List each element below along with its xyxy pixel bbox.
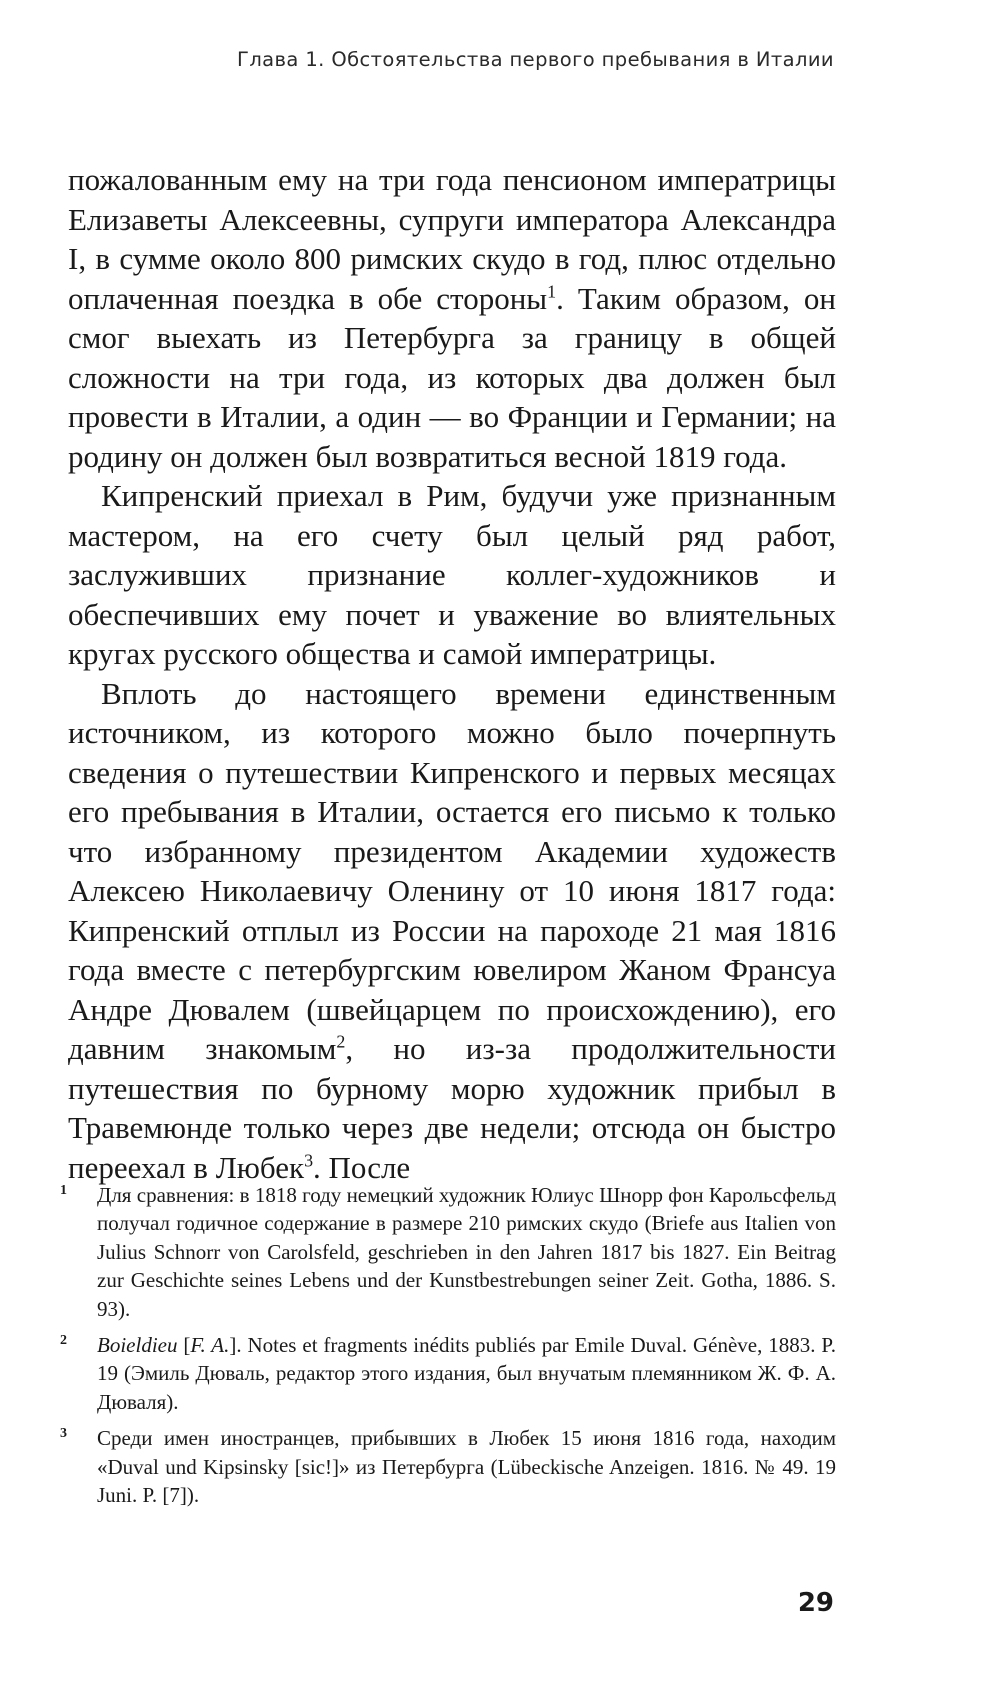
- paragraph-1-part-b: . Таким образом, он смог выехать из Петербурга за границу в общей сложности на три года, из которых два должен был провести в Италии, а один — во Франции и Германии; на родину он должен был возвратиться весной 1819 года.: [68, 280, 836, 474]
- footnote-2-author: Boieldieu: [97, 1333, 178, 1358]
- footnote-2-bracket: [: [177, 1333, 191, 1358]
- footnote-2-text: ]. Notes et fragments inédits publiés par Emile Duval. Génève, 1883. P. 19 (Эмиль Дюваль, редактор этого издания, был внучатым племянником Ж. Ф. А. Дюваля).: [97, 1333, 836, 1414]
- footnote-1-text: Для сравнения: в 1818 году немецкий художник Юлиус Шнорр фон Карольсфельд получал годичное содержание в размере 210 римских скудо (Briefe aus Italien von Julius Schnorr von Carolsfeld, geschrieben in den Jahren 1817 bis 1827. Ein Beitrag zur Geschichte seines Lebens und der Kunstbestrebungen seiner Zeit. Gotha, 1886. S. 93).: [97, 1183, 836, 1321]
- paragraph-3: [68, 674, 836, 1188]
- footnote-2: [54, 1331, 836, 1416]
- footnote-3: [54, 1424, 836, 1509]
- footnote-ref-1: 1: [547, 281, 557, 302]
- footnote-2-number: 2: [60, 1333, 67, 1349]
- paragraph-1: [68, 160, 836, 476]
- paragraph-3-part-b: , но из-за продолжительности путешествия по бурному морю художник прибыл в Травемюнде только через две недели; отсюда он быстро переехал в Любек: [68, 1031, 836, 1185]
- main-text: [68, 160, 836, 1187]
- paragraph-3-part-c: . После: [313, 1149, 411, 1185]
- footnote-ref-2: 2: [336, 1031, 346, 1052]
- paragraph-1-part-a: пожалованным ему на три года пенсионом императрицы Елизаветы Алексеевны, супруги императора Александра I, в сумме около 800 римских скудо в год, плюс отдельно оплаченная поездка в обе стороны: [68, 162, 836, 316]
- page-number: 29: [797, 1588, 834, 1618]
- footnote-3-number: 3: [60, 1426, 67, 1442]
- paragraph-3-part-a: Вплоть до настоящего времени единственным источником, из которого можно было почерпнуть сведения о путешествии Кипренского и первых месяцах его пребывания в Италии, остается его письмо к только что избранному президентом Академии художеств Алексею Николаевичу Оленину от 10 июня 1817 года: Кипренский отплыл из России на пароходе 21 мая 1816 года вместе с петербургским ювелиром Жаном Франсуа Андре Дювалем (швейцарцем по происхождению), его давним знакомым: [68, 675, 836, 1066]
- paragraph-2: Кипренский приехал в Рим, будучи уже признанным мастером, на его счету был целый ряд работ, заслуживших признание коллег-художников и обеспечивших ему почет и уважение во влиятельных кругах русского общества и самой императрицы.: [68, 478, 836, 671]
- footnote-ref-3: 3: [304, 1150, 314, 1171]
- running-header: Глава 1. Обстоятельства первого пребывания в Италии: [237, 48, 834, 71]
- footnotes: [54, 1181, 836, 1517]
- footnote-2-initials: F. A.: [190, 1333, 230, 1358]
- footnote-1: [54, 1181, 836, 1323]
- footnote-1-number: 1: [60, 1183, 67, 1198]
- footnote-3-text: Среди имен иностранцев, прибывших в Любек 15 июня 1816 года, находим «Duval und Kipsinsky [sic!]» из Петербурга (Lübeckische Anzeigen. 1816. № 49. 19 Juni. P. [7]).: [97, 1426, 836, 1508]
